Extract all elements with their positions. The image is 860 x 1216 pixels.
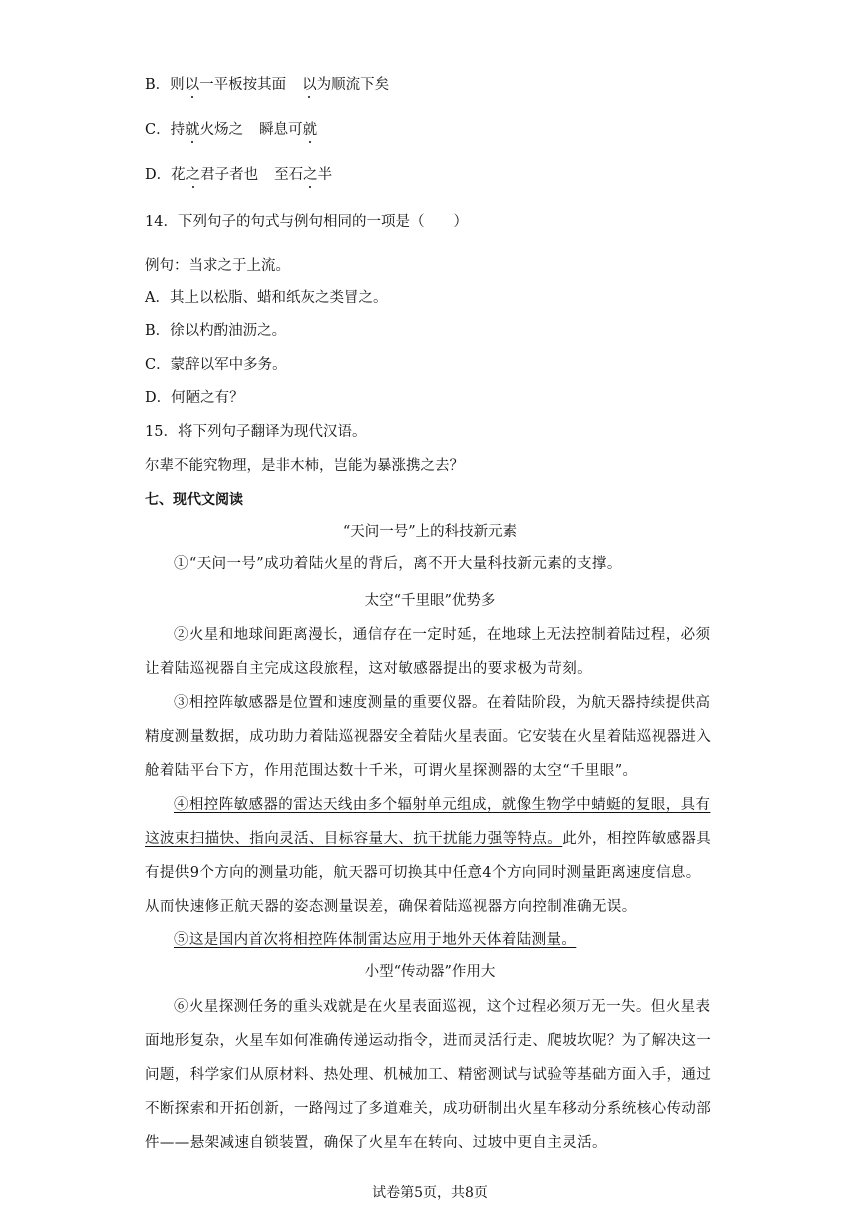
q13-option-b — [145, 75, 389, 95]
q14-option-b: B．徐以杓酌油沥之。 — [145, 323, 287, 339]
dotted-char: 之 — [303, 167, 318, 183]
option-c-right: 瞬息可就 — [259, 122, 318, 138]
section-heading: 七、现代文阅读 — [145, 492, 243, 508]
paragraph-1: ①“天问一号”成功着陆火星的背后，离不开大量科技新元素的支撑。 — [174, 556, 622, 572]
subtitle-1: 太空“千里眼”优势多 — [364, 593, 496, 609]
option-b-left: 则以一平板按其面 — [170, 77, 287, 93]
q14-example: 例句：当求之于上流。 — [145, 258, 290, 274]
option-label: B． — [145, 77, 171, 93]
dotted-char: 就 — [185, 122, 200, 138]
q14-option-a: A．其上以松脂、蜡和纸灰之类冒之。 — [145, 290, 388, 306]
dotted-char: 之 — [185, 167, 201, 183]
q15-sentence: 尔辈不能究物理，是非木杮，岂能为暴涨携之去？ — [145, 458, 464, 474]
option-d-right: 至石之半 — [274, 167, 333, 183]
paragraph-4: ④相控阵敏感器的雷达天线由多个辐射单元组成，就像生物学中蜻蜓的复眼，具有这波束扫描快、指向灵活、目标容量大、抗干扰能力强等特点。此外，相控阵敏感器具有提供9个方向的测量功能，航天器可切换其中任意4个方向同时测量距离速度信息。从而快速修正航天器的姿态测量误差，确保着陆巡视器方向控制准确无误。 — [145, 797, 712, 915]
q15-stem: 15．将下列句子翻译为现代汉语。 — [145, 424, 367, 440]
underlined-sentence: ⑤这是国内首次将相控阵体制雷达应用于地外天体着陆测量。 — [174, 932, 577, 948]
option-label: D． — [145, 167, 172, 183]
dotted-char: 以 — [302, 77, 317, 93]
q14-option-d: D．何陋之有？ — [145, 390, 244, 406]
article-title: “天问一号”上的科技新元素 — [342, 524, 518, 540]
q13-option-c — [145, 120, 317, 140]
dotted-char: 就 — [302, 122, 318, 138]
q13-option-d — [145, 165, 332, 185]
paragraph-6: ⑥火星探测任务的重头戏就是在火星表面巡视，这个过程必须万无一失。但火星表面地形复杂，火星车如何准确传递运动指令，进而灵活行走、爬坡坎呢？为了解决这一问题，科学家们从原材料、热处理、机械加工、精密测试与试验等基础方面入手，通过不断探索和开拓创新，一路闯过了多道难关，成功研制出火星车移动分系统核心传动部件——悬架减速自锁装置，确保了火星车在转向、过坡中更自主灵活。 — [145, 999, 712, 1151]
option-d-left: 花之君子者也 — [171, 167, 259, 183]
option-c-left: 持就火炀之 — [170, 122, 244, 138]
paragraph-5 — [145, 923, 715, 957]
dotted-char: 以 — [184, 77, 200, 93]
underlined-sentence: ④相控阵敏感器的雷达天线由多个辐射单元组成，就像生物学中蜻蜓的复眼，具有这波束扫描快、指向灵活、目标容量大、抗干扰能力强等特点。 — [145, 797, 711, 847]
paragraph-2: ②火星和地球间距离漫长，通信存在一定时延，在地球上无法控制着陆过程，必须让着陆巡视器自主完成这段旅程，这对敏感器提出的要求极为苛刻。 — [145, 627, 711, 677]
q14-stem: 14．下列句子的句式与例句相同的一项是（ ） — [145, 214, 468, 230]
subtitle-2: 小型“传动器”作用大 — [364, 964, 496, 980]
page-footer: 试卷第5页，共8页 — [372, 1185, 488, 1201]
paragraph-3: ③相控阵敏感器是位置和速度测量的重要仪器。在着陆阶段，为航天器持续提供高精度测量数据，成功助力着陆巡视器安全着陆火星表面。它安装在火星着陆巡视器进入舱着陆平台下方，作用范围达数十千米，可谓火星探测器的太空“千里眼”。 — [145, 695, 712, 779]
option-label: C． — [145, 122, 171, 138]
q14-option-c: C．蒙辞以军中多务。 — [145, 357, 287, 373]
option-b-right: 以为顺流下矣 — [302, 77, 390, 93]
